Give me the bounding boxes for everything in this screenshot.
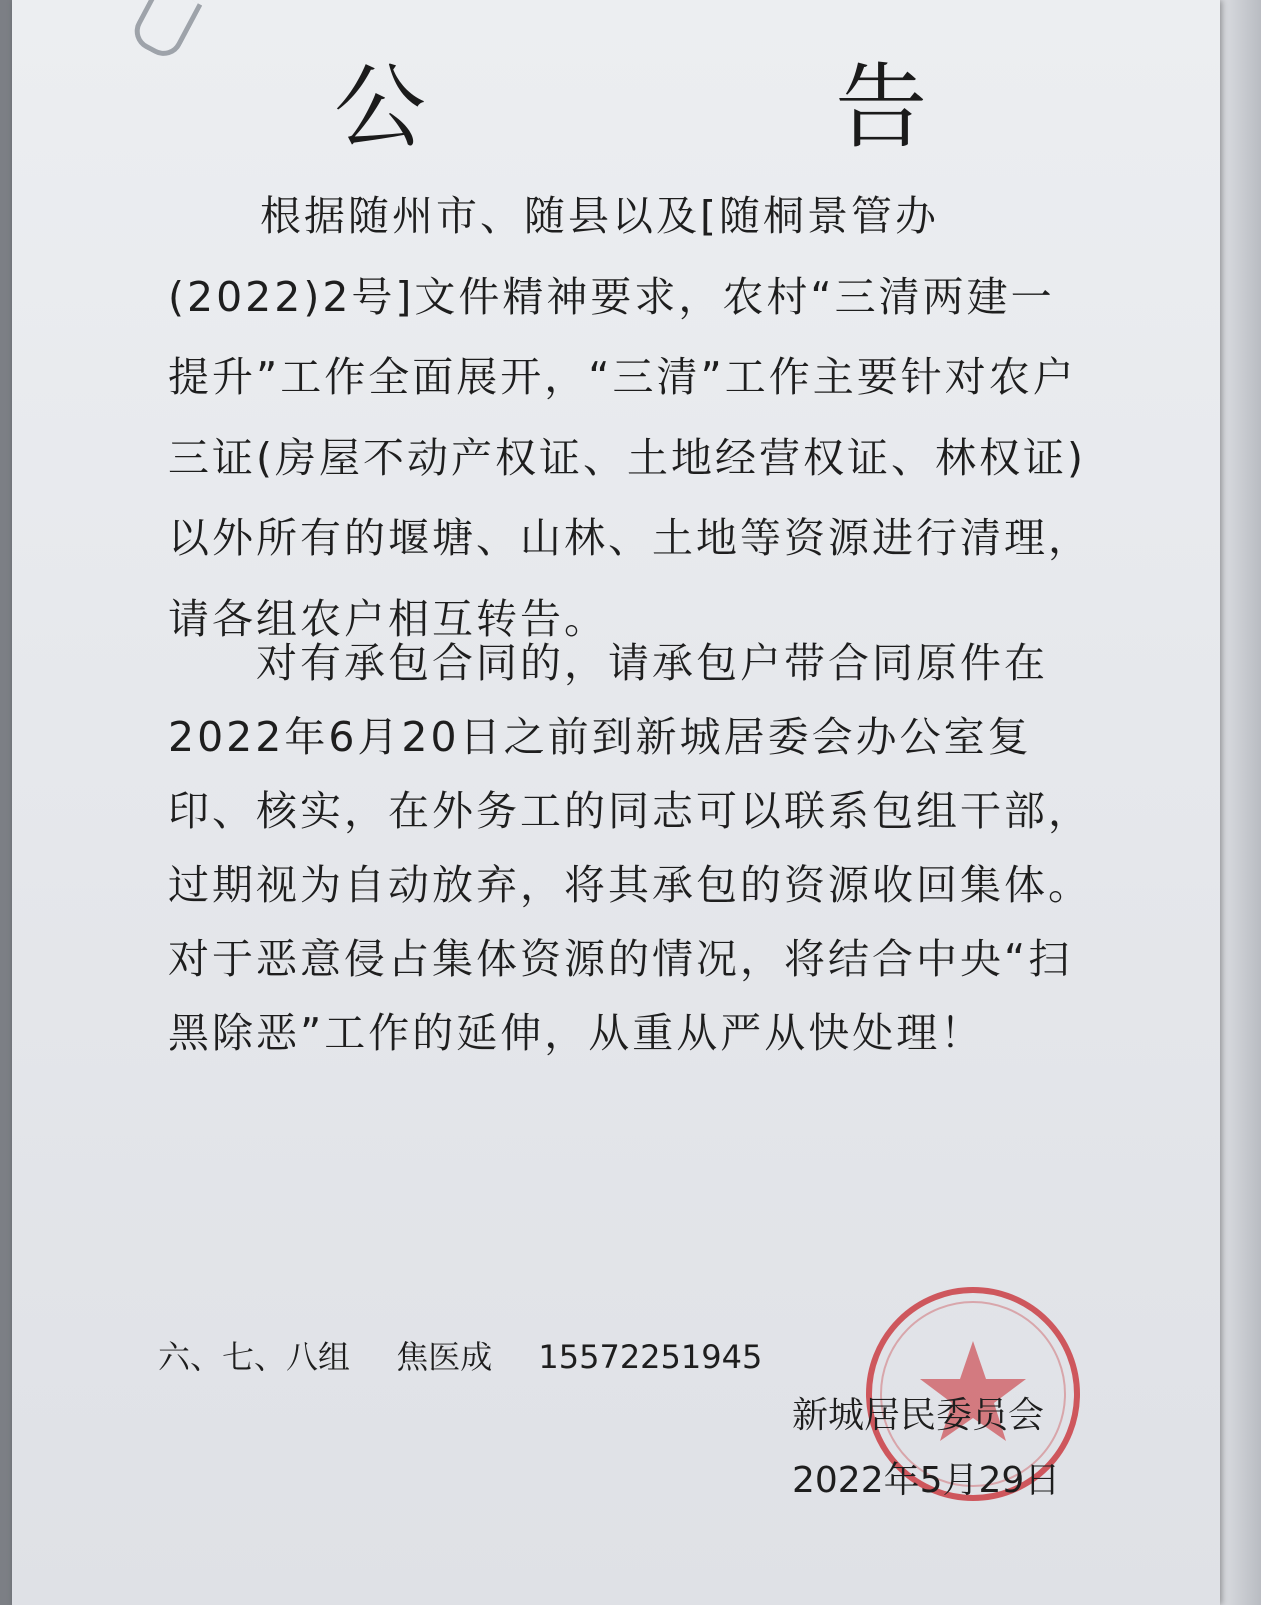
contact-name: 焦医成 xyxy=(396,1338,493,1376)
contact-groups: 六、七、八组 xyxy=(158,1338,351,1376)
notice-title: 公 告 xyxy=(333,54,1118,161)
notice-paragraph-2: 对有承包合同的，请承包户带合同原件在2022年6月20日之前到新城居委会办公室复印、核实，在外务工的同志可以联系包组干部，过期视为自动放弃，将其承包的资源收回集体。对于恶意侵占集体资源的情况，将结合中央“扫黑除恶”工作的延伸，从重从严从快处理！ xyxy=(168,639,1092,1057)
notice-paragraph-1: 根据随州市、随县以及[随桐景管办(2022)2号]文件精神要求，农村“三清两建一提升”工作全面展开，“三清”工作主要针对农户三证(房屋不动产权证、土地经营权证、林权证)以外所有的堰塘、山林、土地等资源进行清理，请各组农户相互转告。 xyxy=(168,192,1092,643)
signer-name: 新城居民委员会 xyxy=(792,1395,1045,1436)
contact-phone: 15572251945 xyxy=(538,1338,763,1376)
notice-date: 2022年5月29日 xyxy=(792,1460,1061,1501)
contact-line xyxy=(158,1332,798,1378)
